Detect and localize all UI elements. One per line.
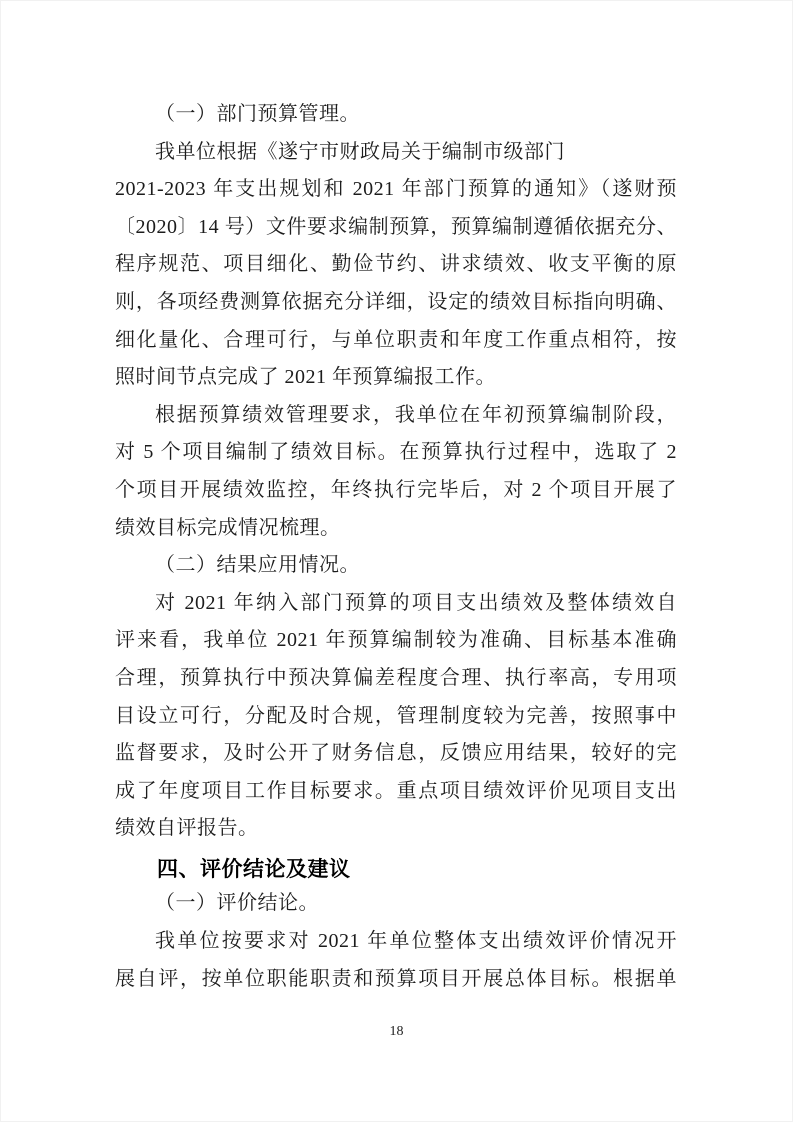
- text-line: 对 5 个项目编制了绩效目标。在预算执行过程中，选取了 2: [115, 441, 677, 464]
- text-line: 绩效自评报告。: [115, 817, 259, 840]
- text-line: 对 2021 年纳入部门预算的项目支出绩效及整体绩效自: [155, 591, 677, 614]
- text-line: 成了年度项目工作目标要求。重点项目绩效评价见项目支出: [115, 779, 677, 802]
- text-line: （一）评价结论。: [155, 892, 319, 915]
- text-line: 〔2020〕14 号）文件要求编制预算，预算编制遵循依据充分、: [115, 215, 677, 238]
- text-line: 评来看，我单位 2021 年预算编制较为准确、目标基本准确: [115, 629, 677, 652]
- text-line: 展自评，按单位职能职责和预算项目开展总体目标。根据单: [115, 967, 677, 990]
- text-line: （二）结果应用情况。: [155, 554, 360, 577]
- text-line: 细化量化、合理可行，与单位职责和年度工作重点相符，按: [115, 328, 677, 351]
- document-body: [115, 96, 677, 998]
- section-heading: 四、评价结论及建议: [157, 857, 351, 881]
- text-line: 2021-2023 年支出规划和 2021 年部门预算的通知》（遂财预: [115, 178, 677, 201]
- text-line: 根据预算绩效管理要求，我单位在年初预算编制阶段，: [155, 403, 677, 426]
- text-line: 个项目开展绩效监控，年终执行完毕后，对 2 个项目开展了: [115, 478, 677, 501]
- text-line: 我单位按要求对 2021 年单位整体支出绩效评价情况开: [155, 930, 677, 953]
- page-number: 18: [389, 1024, 404, 1039]
- text-line: 监督要求，及时公开了财务信息，反馈应用结果，较好的完: [115, 742, 677, 765]
- text-line: 则，各项经费测算依据充分详细，设定的绩效目标指向明确、: [115, 290, 677, 313]
- text-line: （一）部门预算管理。: [155, 103, 360, 125]
- text-line: 目设立可行，分配及时合规，管理制度较为完善，按照事中: [115, 704, 677, 727]
- text-line: 合理，预算执行中预决算偏差程度合理、执行率高，专用项: [115, 666, 677, 689]
- text-line: 程序规范、项目细化、勤俭节约、讲求绩效、收支平衡的原: [115, 253, 677, 276]
- text-line: 我单位根据《遂宁市财政局关于编制市级部门: [155, 140, 565, 163]
- text-line: 照时间节点完成了 2021 年预算编报工作。: [115, 366, 496, 389]
- text-line: 绩效目标完成情况梳理。: [115, 516, 341, 539]
